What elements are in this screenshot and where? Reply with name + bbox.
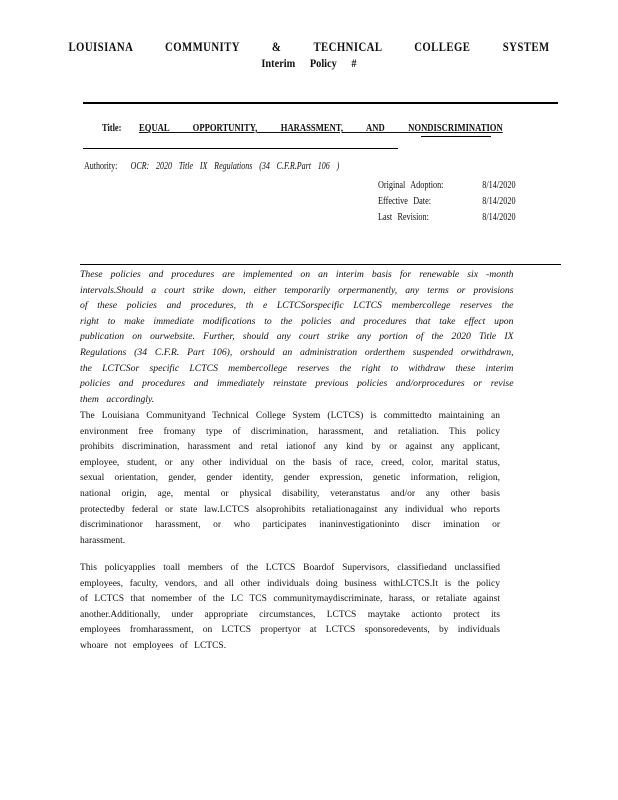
date-row	[378, 194, 516, 210]
date-value: 8/14/2020	[482, 196, 516, 207]
section-divider	[80, 264, 561, 265]
date-value: 8/14/2020	[482, 212, 516, 223]
authority-row	[84, 161, 339, 172]
title-label: Title:	[102, 123, 122, 134]
date-label: Original Adoption:	[378, 180, 444, 191]
header-divider	[83, 102, 558, 104]
document-header	[0, 40, 618, 71]
dates-block	[378, 178, 516, 226]
policy-number-line: Interim Policy #	[261, 56, 357, 70]
date-value: 8/14/2020	[482, 180, 516, 191]
organization-name: LOUISIANA COMMUNITY & TECHNICAL COLLEGE SYSTEM	[68, 40, 550, 54]
authority-label: Authority:	[84, 161, 118, 172]
interim-notice: These policies and procedures are implemented on an interim basis for renewable six -month intervals.Should a court strike down, either temporarily orpermanently, any terms or provisions of these policies and procedures, th e LCTCSorspecific LCTCS membercollege reserves the right to make immediate modifications to the policies and procedures that take effect upon publication on ourwebsite. Further, should any court strike any portion of the 2020 Title IX Regulations (34 C.F.R. Part 106), orshould an administration orderthem suspended orwithdrawn, the LCTCSor specific LCTCS membercollege reserves the right to withdraw these interim policies and procedures and immediately reinstate previous policies and/orprocedures or revise them accordingly.	[80, 270, 514, 405]
date-label: Last Revision:	[378, 212, 429, 223]
policy-paragraph: This policyapplies toall members of the LCTCS Boardof Supervisors, classifiedand unclassified employees, faculty, vendors, and all other individuals doing business withLCTCS.It is the policy of LCTCS that nomember of the LC TCS communitymaydiscriminate, harass, or retaliate against another.Additionally, under appropriate circumstances, LCTCS maytake actionto protect its employees fromharassment, on LCTCS propertyor at LCTCS sponsoredevents, by individuals whoare not employees of LCTCS.	[80, 563, 500, 651]
policy-title: EQUAL OPPORTUNITY, HARASSMENT, AND NONDISCRIMINATION	[138, 123, 503, 134]
date-label: Effective Date:	[378, 196, 431, 207]
title-underline-extension	[421, 136, 491, 137]
title-divider	[83, 148, 398, 149]
date-row	[378, 210, 516, 226]
policy-paragraph: The Louisiana Communityand Technical College System (LCTCS) is committedto maintaining an environment free fromany type of discrimination, harassment, and retaliation. This policy prohibits discrimination, harassment and retal iationof any kind by or against any applicant, employee, student, or any other individual on the basis of race, creed, color, marital status, sexual orientation, gender, gender identity, gender expression, genetic information, religion, national origin, age, mental or physical disability, veteranstatus and/or any other basis protectedby federal or state law.LCTCS alsoprohibits retaliationagainst any individual who reports discriminationor harassment, or who participates inaninvestigationinto discr imination or harassment.	[80, 411, 500, 546]
title-row	[102, 123, 583, 134]
date-row	[378, 178, 516, 194]
authority-value: OCR: 2020 Title IX Regulations (34 C.F.R.Part 106 )	[130, 161, 340, 172]
